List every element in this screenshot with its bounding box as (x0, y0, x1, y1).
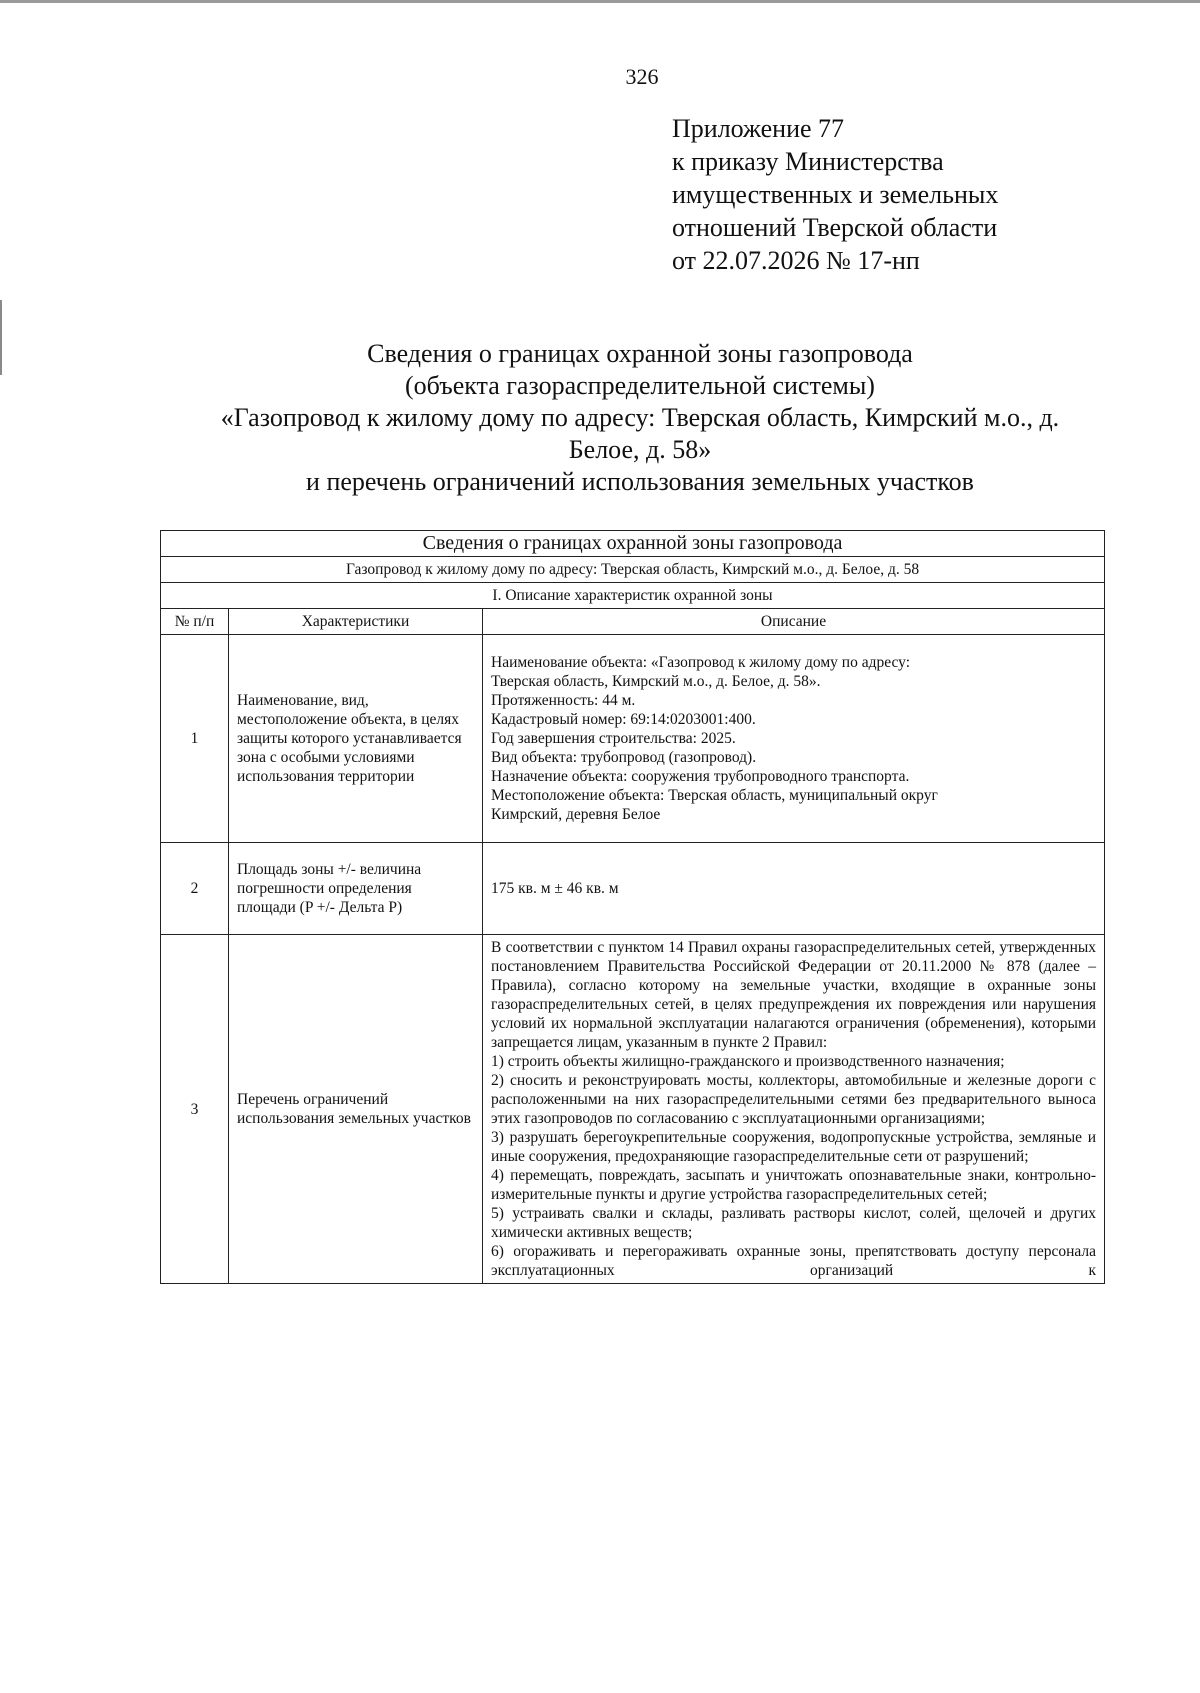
column-header-row (161, 609, 1105, 635)
appendix-line: отношений Тверской области (672, 213, 998, 242)
object-name: Газопровод к жилому дому по адресу: Тверская область, Кимрский м.о., д. Белое, д. 58 (161, 557, 1105, 583)
row-characteristic: Перечень ограничений использования земельных участков (229, 935, 483, 1284)
scan-edge-top (0, 0, 1200, 3)
appendix-line: к приказу Министерства (672, 147, 944, 176)
description-line: Год завершения строительства: 2025. (491, 730, 736, 747)
document-title (170, 338, 1110, 498)
description-line: Назначение объекта: сооружения трубопроводного транспорта. (491, 768, 910, 785)
table-row (161, 843, 1105, 935)
column-header-description: Описание (483, 609, 1105, 635)
table-header-row (161, 531, 1105, 557)
appendix-line: Приложение 77 (672, 114, 845, 143)
description-line: Вид объекта: трубопровод (газопровод). (491, 749, 757, 766)
description-line: Тверская область, Кимрский м.о., д. Белое, д. 58». (491, 673, 821, 690)
row-characteristic: Наименование, вид, местоположение объекта, в целях защиты которого устанавливается зона с особыми условиями использования территории (229, 635, 483, 843)
appendix-block (672, 112, 998, 277)
row-description: 175 кв. м ± 46 кв. м (483, 843, 1105, 935)
restriction-paragraph: 5) устраивать свалки и склады, разливать растворы кислот, солей, щелочей и других химически активных веществ; (491, 1205, 1097, 1241)
restriction-paragraph: 3) разрушать берегоукрепительные сооружения, водопропускные устройства, земляные и иные сооружения, предохраняющие газораспределительные сети от разрушений; (491, 1129, 1097, 1165)
section-title: I. Описание характеристик охранной зоны (161, 583, 1105, 609)
scan-edge-left (0, 300, 2, 375)
description-line: Кадастровый номер: 69:14:0203001:400. (491, 711, 756, 728)
restriction-paragraph: 6) огораживать и перегораживать охранные зоны, препятствовать доступу персонала эксплуатационных организаций к (491, 1243, 1097, 1279)
column-header-characteristics: Характеристики (229, 609, 483, 635)
description-line: Кимрский, деревня Белое (491, 806, 661, 823)
page-number: 326 (625, 64, 659, 89)
appendix-line: от 22.07.2026 № 17-нп (672, 246, 920, 275)
column-header-num: № п/п (161, 609, 229, 635)
row-description (483, 635, 1105, 843)
restriction-paragraph: 2) сносить и реконструировать мосты, коллекторы, автомобильные и железные дороги с расположенными на них газораспределительными сетями без предварительного выноса этих газопроводов по согласованию с эксплуатационными организациями; (491, 1072, 1097, 1127)
section-row (161, 583, 1105, 609)
row-characteristic: Площадь зоны +/- величина погрешности определения площади (P +/- Дельта P) (229, 843, 483, 935)
table-header: Сведения о границах охранной зоны газопровода (161, 531, 1105, 557)
table-row (161, 935, 1105, 1284)
title-line: Сведения о границах охранной зоны газопровода (367, 339, 913, 368)
description-line: Протяженность: 44 м. (491, 692, 636, 709)
title-line: (объекта газораспределительной системы) (405, 371, 875, 400)
title-line: «Газопровод к жилому дому по адресу: Тверская область, Кимрский м.о., д. (220, 403, 1060, 432)
row-number: 3 (161, 935, 229, 1284)
protection-zone-table (160, 530, 1105, 1284)
description-line: Местоположение объекта: Тверская область, муниципальный округ (491, 787, 938, 804)
title-line: Белое, д. 58» (568, 435, 712, 464)
object-name-row (161, 557, 1105, 583)
description-line: Наименование объекта: «Газопровод к жилому дому по адресу: (491, 654, 911, 671)
restriction-paragraph: 4) перемещать, повреждать, засыпать и уничтожать опознавательные знаки, контрольно-измерительные пункты и другие устройства газораспределительных сетей; (491, 1167, 1097, 1203)
row-description (483, 935, 1105, 1284)
row-number: 1 (161, 635, 229, 843)
appendix-line: имущественных и земельных (672, 180, 999, 209)
restriction-paragraph: В соответствии с пунктом 14 Правил охраны газораспределительных сетей, утвержденных постановлением Правительства Российской Федерации от 20.11.2000 № 878 (далее – Правила), согласно которому на земельные участки, входящие в охранные зоны газораспределительных сетей, в целях предупреждения их повреждения или нарушения условий их нормальной эксплуатации налагаются ограничения (обременения), которыми запрещается лицам, указанным в пункте 2 Правил: (491, 939, 1097, 1051)
row-number: 2 (161, 843, 229, 935)
restriction-paragraph: 1) строить объекты жилищно-гражданского и производственного назначения; (491, 1053, 1005, 1070)
title-line: и перечень ограничений использования земельных участков (306, 467, 974, 496)
table-row (161, 635, 1105, 843)
